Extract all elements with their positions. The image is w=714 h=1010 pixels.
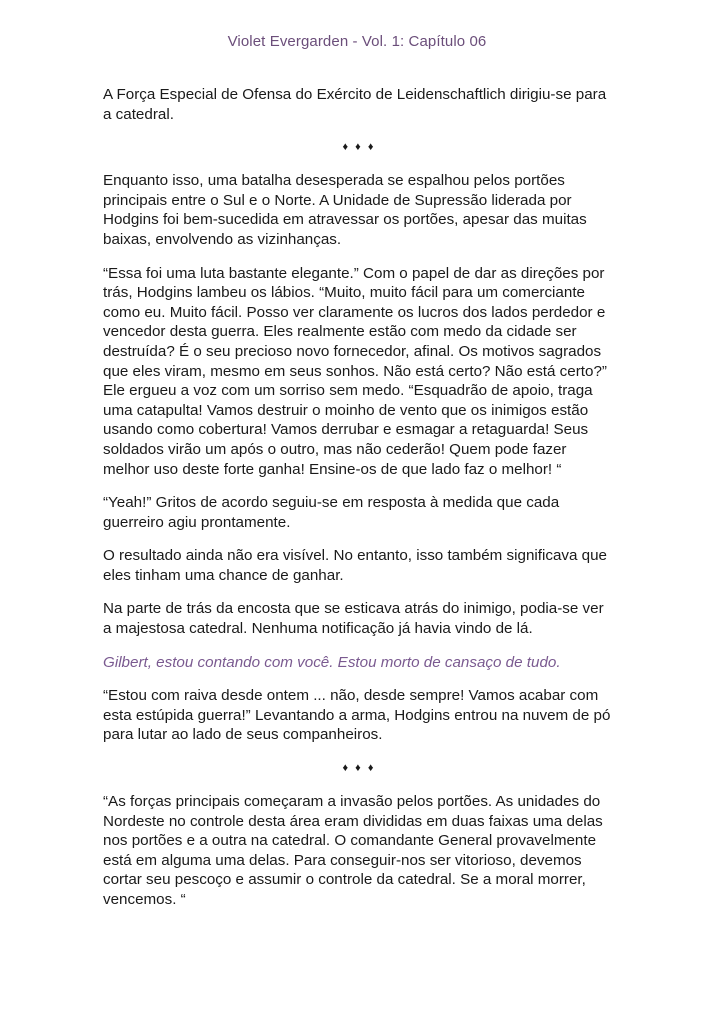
scene-separator: ♦ ♦ ♦ — [342, 141, 376, 154]
paragraph: A Força Especial de Ofensa do Exército de Leidenschaftlich dirigiu-se para a catedral. — [103, 86, 607, 123]
chapter-body — [103, 85, 615, 924]
scene-separator: ♦ ♦ ♦ — [342, 762, 376, 775]
inner-thought: Gilbert, estou contando com você. Estou morto de cansaço de tudo. — [103, 653, 561, 671]
running-header: Violet Evergarden - Vol. 1: Capítulo 06 — [227, 33, 487, 50]
paragraph: Na parte de trás da encosta que se esticava atrás do inimigo, podia-se ver a majestosa catedral. Nenhuma notificação já havia vindo de lá. — [103, 600, 604, 638]
paragraph: “Estou com raiva desde ontem ... não, desde sempre! Vamos acabar com esta estúpida guerra!” Levantando a arma, Hodgins entrou na nuvem de pó para lutar ao lado de seus companheiros. — [103, 687, 611, 744]
paragraph: “Essa foi uma luta bastante elegante.” Com o papel de dar as direções por trás, Hodgins lambeu os lábios. “Muito, muito fácil para um comerciante como eu. Muito fácil. Posso ver claramente os lucros dos lados perdedor e vencedor desta guerra. Eles realmente estão com medo da cidade ser destruída? É o seu precioso novo fornecedor, afinal. Os motivos sagrados que eles viram, mesmo em seus sonhos. Não está certo? Não está certo?” Ele ergueu a voz com um sorriso sem medo. “Esquadrão de apoio, traga uma catapulta! Vamos destruir o moinho de vento que os inimigos estão usando como cobertura! Vamos derrubar e esmagar a retaguarda! Seus soldados virão um após o outro, mas não cederão! Quem pode fazer melhor uso deste forte ganha! Ensine-os de que lado faz o melhor! “ — [103, 264, 607, 478]
paragraph: O resultado ainda não era visível. No entanto, isso também significava que eles tinham uma chance de ganhar. — [103, 547, 607, 584]
paragraph: “Yeah!” Gritos de acordo seguiu-se em resposta à medida que cada guerreiro agiu prontamente. — [103, 494, 560, 531]
paragraph: Enquanto isso, uma batalha desesperada se espalhou pelos portões principais entre o Sul e o Norte. A Unidade de Supressão liderada por Hodgins foi bem-sucedida em atravessar os portões, apesar das muitas baixas, envolvendo as vizinhanças. — [103, 172, 587, 248]
paragraph: “As forças principais começaram a invasão pelos portões. As unidades do Nordeste no controle desta área eram divididas em duas faixas uma delas nos portões e a outra na catedral. O comandante General provavelmente está em alguma uma delas. Para conseguir-nos ser vitorioso, devemos cortar seu pescoço e assumir o controle da catedral. Se a moral morrer, vencemos. “ — [103, 793, 603, 908]
